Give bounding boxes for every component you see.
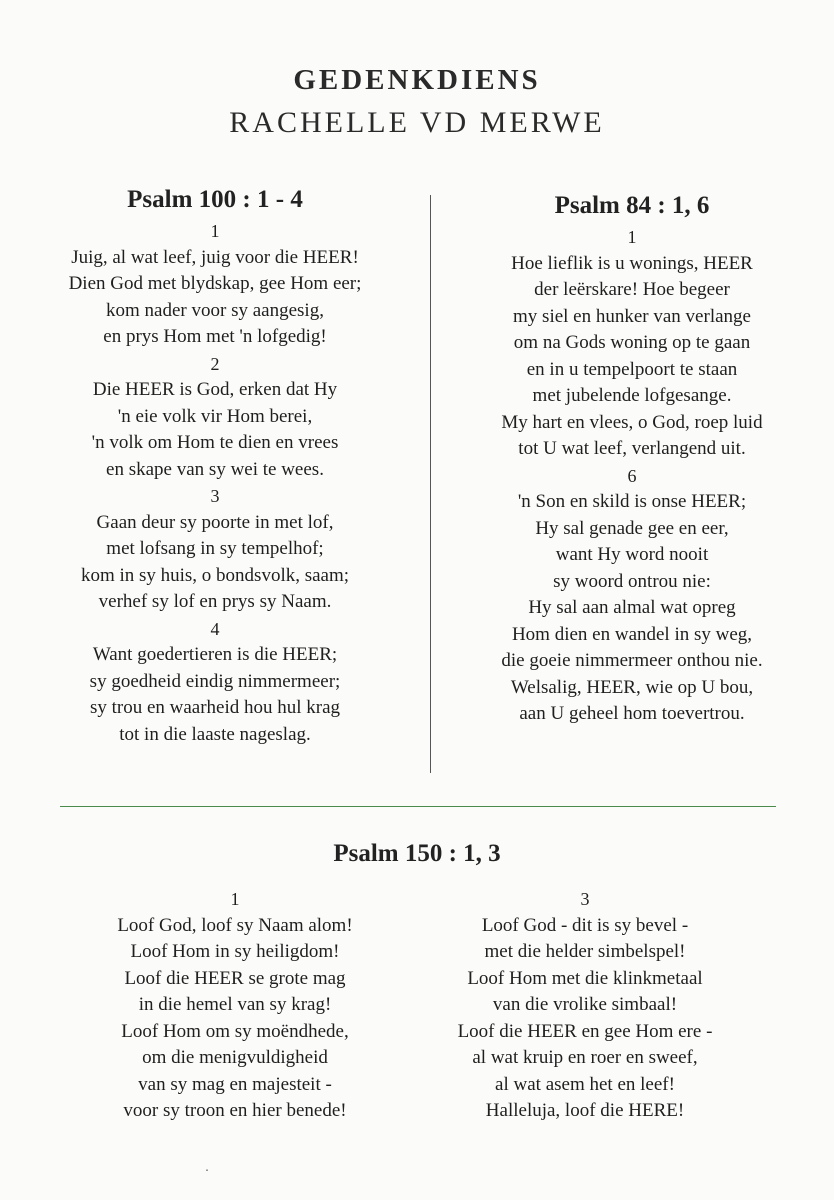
psalm-150-heading: Psalm 150 : 1, 3: [333, 840, 501, 867]
verse-line: verhef sy lof en prys sy Naam.: [98, 591, 332, 612]
verse-line: al wat asem het en leef!: [495, 1073, 675, 1095]
psalm-150-verse-1: [80, 886, 390, 1125]
verse-number: 2: [210, 353, 220, 374]
verse-number: 3: [580, 889, 590, 909]
verse-line: tot in die laaste nageslag.: [119, 723, 311, 745]
verse-line: Loof die HEER en gee Hom ere -: [457, 1020, 713, 1042]
scan-speck: ․: [205, 1160, 210, 1174]
verse-line: sy woord ontrou nie:: [553, 570, 711, 592]
verse-line: kom nader voor sy aangesig,: [106, 299, 324, 321]
psalm-100-verse-2: [0, 351, 430, 484]
verse-number: 1: [210, 221, 220, 241]
psalm-84-verse-1: [430, 224, 834, 463]
verse-line: met lofsang in sy tempelhof;: [106, 538, 324, 559]
verse-line: met die helder simbelspel!: [484, 941, 686, 962]
verse-number: 1: [627, 227, 637, 247]
verse-line: Loof Hom om sy moëndhede,: [121, 1020, 349, 1042]
verse-line: Halleluja, loof die HERE!: [485, 1100, 685, 1121]
verse-line: Loof Hom in sy heiligdom!: [130, 941, 340, 962]
verse-line: en skape van sy wei te wees.: [106, 458, 324, 480]
verse-line: om na Gods woning op te gaan: [513, 332, 751, 353]
verse-number: 4: [210, 618, 220, 639]
psalm-100-verse-3: [0, 483, 430, 616]
verse-line: Loof die HEER se grote mag: [124, 967, 346, 989]
verse-line: kom in sy huis, o bondsvolk, saam;: [80, 564, 350, 586]
psalm-100-verse-1: [0, 218, 430, 351]
verse-line: Gaan deur sy poorte in met lof,: [96, 511, 334, 533]
psalm-84-heading: Psalm 84 : 1, 6: [554, 192, 710, 219]
deceased-name: RACHELLE VD MERWE: [229, 106, 605, 139]
verse-line: want Hy word nooit: [555, 544, 709, 565]
verse-line: al wat kruip en roer en sweef,: [472, 1047, 698, 1068]
verse-line: Hoe lieflik is u wonings, HEER: [511, 252, 753, 274]
verse-line: voor sy troon en hier benede!: [123, 1100, 347, 1121]
verse-line: met jubelende lofgesange.: [532, 385, 732, 406]
verse-line: 'n eie volk vir Hom berei,: [117, 405, 313, 427]
verse-line: sy goedheid eindig nimmermeer;: [89, 670, 341, 692]
verse-line: Hy sal aan almal wat opreg: [528, 597, 736, 618]
verse-line: Loof God, loof sy Naam alom!: [117, 914, 353, 936]
verse-line: My hart en vlees, o God, roep luid: [501, 411, 763, 433]
verse-line: sy trou en waarheid hou hul krag: [89, 697, 341, 718]
verse-line: Welsalig, HEER, wie op U bou,: [510, 676, 754, 698]
verse-line: Loof Hom met die klinkmetaal: [467, 967, 703, 989]
verse-line: aan U geheel hom toevertrou.: [519, 703, 745, 724]
verse-line: van sy mag en majesteit -: [138, 1073, 332, 1095]
verse-line: 'n Son en skild is onse HEER;: [517, 491, 747, 512]
verse-line: Dien God met blydskap, gee Hom eer;: [68, 273, 362, 294]
memorial-title: GEDENKDIENS: [293, 64, 541, 96]
psalm-84-column: [430, 188, 834, 728]
section-divider: [60, 806, 776, 807]
verse-line: Juig, al wat leef, juig voor die HEER!: [71, 246, 359, 268]
verse-line: Hy sal genade gee en eer,: [535, 517, 729, 539]
verse-line: der leërskare! Hoe begeer: [534, 279, 730, 300]
psalm-100-column: [0, 182, 430, 748]
verse-line: Loof God - dit is sy bevel -: [481, 914, 689, 936]
psalm-100-heading: Psalm 100 : 1 - 4: [127, 186, 303, 213]
verse-line: die goeie nimmermeer onthou nie.: [501, 650, 763, 671]
verse-number: 6: [627, 465, 637, 486]
psalm-100-verse-4: [0, 616, 430, 749]
verse-line: en in u tempelpoort te staan: [526, 358, 738, 380]
verse-line: van die vrolike simbaal!: [492, 994, 678, 1015]
verse-line: om die menigvuldigheid: [142, 1047, 328, 1068]
verse-line: in die hemel van sy krag!: [138, 994, 332, 1015]
verse-line: en prys Hom met 'n lofgedig!: [103, 326, 327, 347]
psalm-150-verse-3: [425, 886, 745, 1125]
psalm-84-verse-6: [430, 463, 834, 728]
verse-number: 3: [210, 486, 220, 506]
verse-line: Want goedertieren is die HEER;: [92, 644, 338, 665]
verse-number: 1: [230, 889, 240, 909]
verse-line: 'n volk om Hom te dien en vrees: [91, 432, 339, 453]
verse-line: Die HEER is God, erken dat Hy: [92, 379, 338, 400]
verse-line: my siel en hunker van verlange: [513, 305, 751, 327]
verse-line: Hom dien en wandel in sy weg,: [511, 623, 753, 645]
verse-line: tot U wat leef, verlangend uit.: [518, 438, 746, 459]
